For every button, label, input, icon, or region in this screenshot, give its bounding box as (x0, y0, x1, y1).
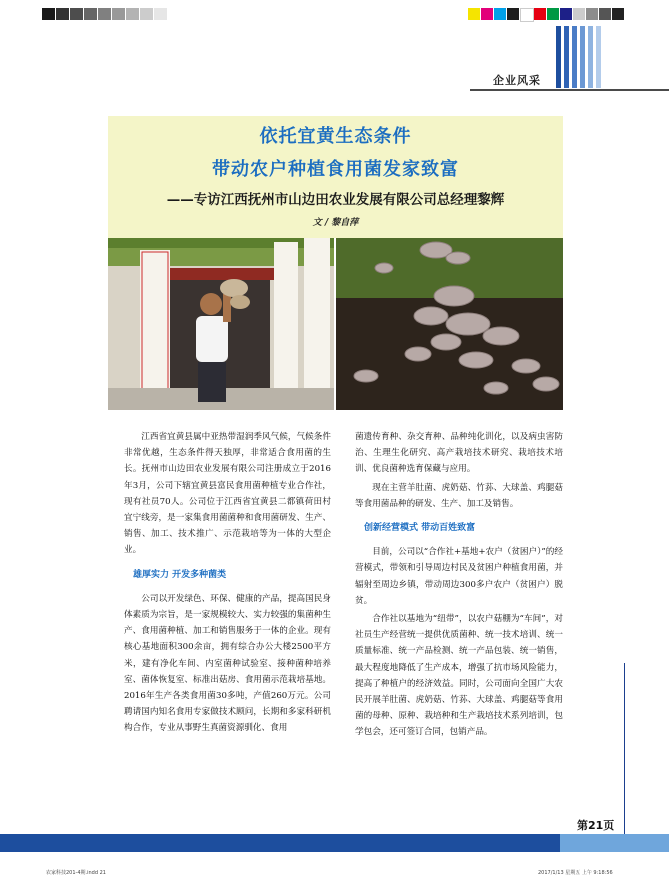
color-swatch (42, 8, 56, 20)
color-swatch (112, 8, 126, 20)
photo-farmer-with-mushroom (108, 238, 334, 410)
color-swatch (534, 8, 547, 20)
color-swatch (507, 8, 520, 20)
color-swatch (98, 8, 112, 20)
body-paragraph: 合作社以基地为“纽带”，以农户菇棚为“车间”，对社员生产经营统一提供优质菌种、统一技术培训、统一质量标准、统一产品检测、统一产品包装、统一销售，最大程度地降低了生产成本，增强了抗市场风险能力，提高了种植户的经济效益。同时，公司面向全国广大农民开展羊肚菌、虎奶菇、竹荪、大球盖、鸡腿菇等食用菌的母种、原种、栽培种和生产栽培技术系列培训，包学包会，还可签订合同，包销产品。 (355, 614, 563, 738)
page-number: 第21页 (577, 819, 615, 832)
color-swatch (573, 8, 586, 20)
color-swatch (481, 8, 494, 20)
article-byline: 文 / 黎自萍 (312, 218, 359, 228)
body-column-left (124, 429, 331, 737)
body-paragraph: 公司以开发绿色、环保、健康的产品，提高国民身体素质为宗旨，是一家规模较大、实力较强的集菌种生产、食用菌种植、加工和销售服务于一体的企业。现有核心基地面积300余亩，拥有综合办公大楼2500平方米，建有净化车间、内室菌种试验室、接种菌种培养室、菌体恢复室、标准出菇房、食用菌示范栽培基地。2016年生产各类食用菌30多吨，产值260万元。公司聘请国内知名食用专家做技术顾问，长期和多家科研机构合作，专业从事野生真菌资源驯化、食用 (124, 593, 331, 734)
color-swatch (612, 8, 625, 20)
body-paragraph: 菌遗传育种、杂交育种、品种纯化训化，以及病虫害防治、生理生化研究、高产栽培技术研究、栽培技术培训、优良菌种选育保藏与应用。 (355, 432, 563, 475)
body-column-right (355, 429, 563, 741)
article-subtitle: ——专访江西抚州市山边田农业发展有限公司总经理黎辉 (166, 192, 505, 208)
color-bar-left (42, 8, 168, 20)
color-swatch (140, 8, 154, 20)
color-swatch (547, 8, 560, 20)
color-swatch (70, 8, 84, 20)
color-swatch (154, 8, 168, 20)
color-bar-right (468, 8, 625, 20)
color-swatch (599, 8, 612, 20)
article-title-line1: 依托宜黄生态条件 (259, 126, 412, 147)
body-paragraph: 现在主营羊肚菌、虎奶菇、竹荪、大球盖、鸡腿菇等食用菌品种的研发、生产、加工及销售。 (355, 482, 563, 509)
section-heading: 雄厚实力 开发多种菌类 (133, 569, 227, 580)
color-swatch (494, 8, 507, 20)
color-swatch (468, 8, 481, 20)
print-slug-right: 2017/1/13 星期五 上午 9:18:56 (538, 870, 613, 876)
color-swatch (560, 8, 573, 20)
body-paragraph: 江西省宜黄县属中亚热带湿润季风气候，气候条件非常优越，生态条件得天独厚，非常适合食用菌的生长。抚州市山边田农业发展有限公司注册成立于2016年3月，公司下辖宜黄县富民食用菌种植专业合作社，现有社员70人。公司位于江西省宜黄县二都镇荷田村宜宁线旁，是一家集食用菌菌种和食用菌研发、生产、销售、加工、技术推广、示范栽培等为一体的大型企业。 (124, 432, 331, 556)
photo-mushrooms (336, 238, 563, 410)
color-swatch (126, 8, 140, 20)
color-swatch (586, 8, 599, 20)
decorative-stripes (556, 26, 601, 88)
section-heading: 创新经营模式 带动百姓致富 (364, 523, 476, 534)
print-slug-left: 农家科技201-4期.indd 21 (46, 870, 106, 876)
section-label: 企业风采 (493, 74, 541, 87)
color-swatch (84, 8, 98, 20)
header-rule (470, 89, 669, 91)
color-swatch (56, 8, 70, 20)
color-swatch (520, 8, 534, 22)
body-paragraph: 目前，公司以“合作社+基地+农户（贫困户）”的经营模式，带领和引导周边村民及贫困户种植食用菌，并辐射至周边乡镇，带动周边300多户农户（贫困户）脱贫。 (355, 547, 563, 606)
footer-band-accent (560, 834, 669, 852)
decorative-vertical-line (624, 663, 625, 839)
article-title-line2: 带动农户种植食用菌发家致富 (212, 159, 459, 180)
